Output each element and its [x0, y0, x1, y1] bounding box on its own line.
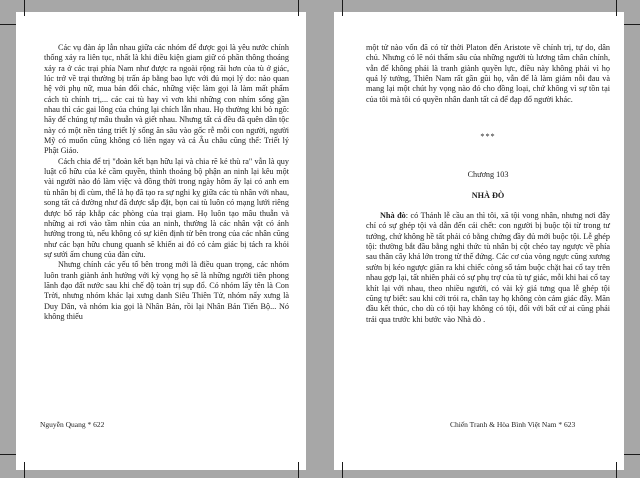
chapter-label: Chương 103 [467, 170, 509, 180]
section-separator: *** [480, 132, 496, 142]
crop-mark [24, 462, 25, 478]
crop-mark [616, 462, 617, 478]
paragraph: Các vụ đàn áp lẫn nhau giữa các nhóm để được gọi là yêu nước chính thống xảy ra liên tục, nhất là khi điều kiện giam giữ có phần thông thoáng xảy ra ở các trại phía Nam như được ra ngoài rộng rãi hơn của tù ở giác, lúc trở về trại thường bị trấn áp bằng bao lực với đủ mọi lý do: nào quan hệ với phụ nữ, mua bán đổi chác, những việc làm gọi là làm mất phẩm cách tù chính trị,... các cai tù hay vì vơn khi những con nhím sống gần nhau thì các gai lông của chúng lại chích lẫn nhau. Họ thường khi bỏ ngõ: hãy để chúng tự mâu thuẫn và giết nhau. Nhưng tất cả đều đã quên dân tộc này có một nền tảng triết lý sống ăn sâu vào gốc rễ mỗi con người, người Mỹ có muốn cũng không có liên ngay và cả Âu châu cũng thế: Triết lý Phật Giáo. [44, 43, 289, 156]
left-page [16, 12, 306, 470]
right-page-body [366, 43, 610, 325]
paragraph: Cách chia để trị "đoàn kết bạn hữu lại và chia rẽ kẻ thù ra" vẫn là quy luật cổ hữu của kẻ cầm quyền, thình thoảng bộ phận an ninh lại kêu một vài người nào đó làm việc và đồng thời trong ngày hôm ấy lại có anh em tù nhân bị đì cùm, thế là họ đã tạo ra sự nghi kỵ giữa các tù nhân với nhau, song tất cả đường như đã được sắp đặt, bọn cai tù luôn có mạng lưới riêng được bố ráp khắp các phòng của trại giam. Họ luôn tạo mâu thuẫn và những ai rơi vào tầm nhìn của an ninh, thường là các nhân vật có ảnh hưởng trong tù, nếu không có sự kiên định từ bên trong của các nhân cũng như các bạn hữu chung quanh sẽ khiến ai đó có cảm giác bị tách ra khỏi sự sưởi ấm chung của đàn cừu. [44, 156, 289, 259]
chapter-title: NHÀ ĐÒ [471, 190, 505, 200]
chapter-paragraph-text: : có Thánh lễ cầu an thì tôi, xã tội vong nhân, nhưng nơi đây chỉ có sự ghép tội và dẫn đến cái chết: con người bị buộc tội từ trong tư tưởng, chứ không hề tất phải có bằng chứng đầy đủ mới buộc tội. Lễ ghép tội: thường bắt đầu bằng nghi thức tù nhân bị cột chéo tay ngược về phía sau thân cây khá lớn trong từ thế đứng. Các cơ của vòng ngực cũng xương sườn bị kéo ngược giãn ra khi chiếc còng số tám buộc chặt hai cổ tay trên nhau gợp lại, tất nhiên phải có sự phụ trợ của tù tự giác, mỗi khi hai cổ tay khít lại với nhau, theo nhiều người, có vài kỳ giá tưng qua lễ ghép tội cũng tự biết: sau khi cởi trói ra, chân tay họ không còn cảm giác đây. Mãn đầu kết thúc, cho dù có tội hay không có tội, đối với bất cứ ai cũng phải trải qua trước khi bước vào Nhà đò . [366, 211, 611, 324]
left-page-footer: Nguyễn Quang * 622 [40, 420, 105, 429]
crop-mark [342, 0, 343, 16]
crop-mark [616, 0, 617, 16]
crop-mark [624, 454, 640, 455]
chapter-paragraph [366, 211, 610, 325]
paragraph: Nhưng chính các yếu tố bên trong mới là điều quan trọng, các nhóm luôn tranh giành ảnh hưởng với kỳ vọng họ sẽ là những người tiên phong lãnh đạo đất nước sau khi chế độ toàn trị sụp đổ. Có nhóm lấy tên là Con Trời, nhưng nhóm khác lại xưng danh Siêu Thiên Tử, nhóm nấy xưng là Duy Dân, và nhóm kia gọi là Nhân Bản, rồi lại Nhân Bản Tiến Bộ... Nó không thiếu [44, 260, 289, 321]
crop-mark [0, 24, 16, 25]
crop-mark [298, 0, 299, 16]
crop-mark [0, 454, 16, 455]
continued-paragraph: một tử nào vốn đã có từ thời Platon đến Aristote về chính trị, tự do, dân chủ. Nhưng có lẽ nói thẩm sâu của những người tù lương tâm chân chính, vẫn để không phải là tranh giành quyền lực, điều này không phải vì họ quá lý tưởng, Thiên Nam rất gần gũi họ, vẫn để là làm giảm nỗi đau và mang lại một chút hy vọng nào đó cho đồng loại, chứ không vì sự tồn tại của tôi mà tôi có quyền nhân danh tất cả để đạp đổ người khác. [366, 43, 610, 104]
crop-mark [24, 0, 25, 16]
chapter-lead: Nhà đò [380, 211, 406, 221]
crop-mark [342, 462, 343, 478]
crop-mark [624, 24, 640, 25]
crop-mark [298, 462, 299, 478]
right-page [334, 12, 624, 470]
right-page-footer: Chiến Tranh & Hòa Bình Việt Nam * 623 [450, 420, 576, 429]
left-page-body [44, 43, 289, 322]
